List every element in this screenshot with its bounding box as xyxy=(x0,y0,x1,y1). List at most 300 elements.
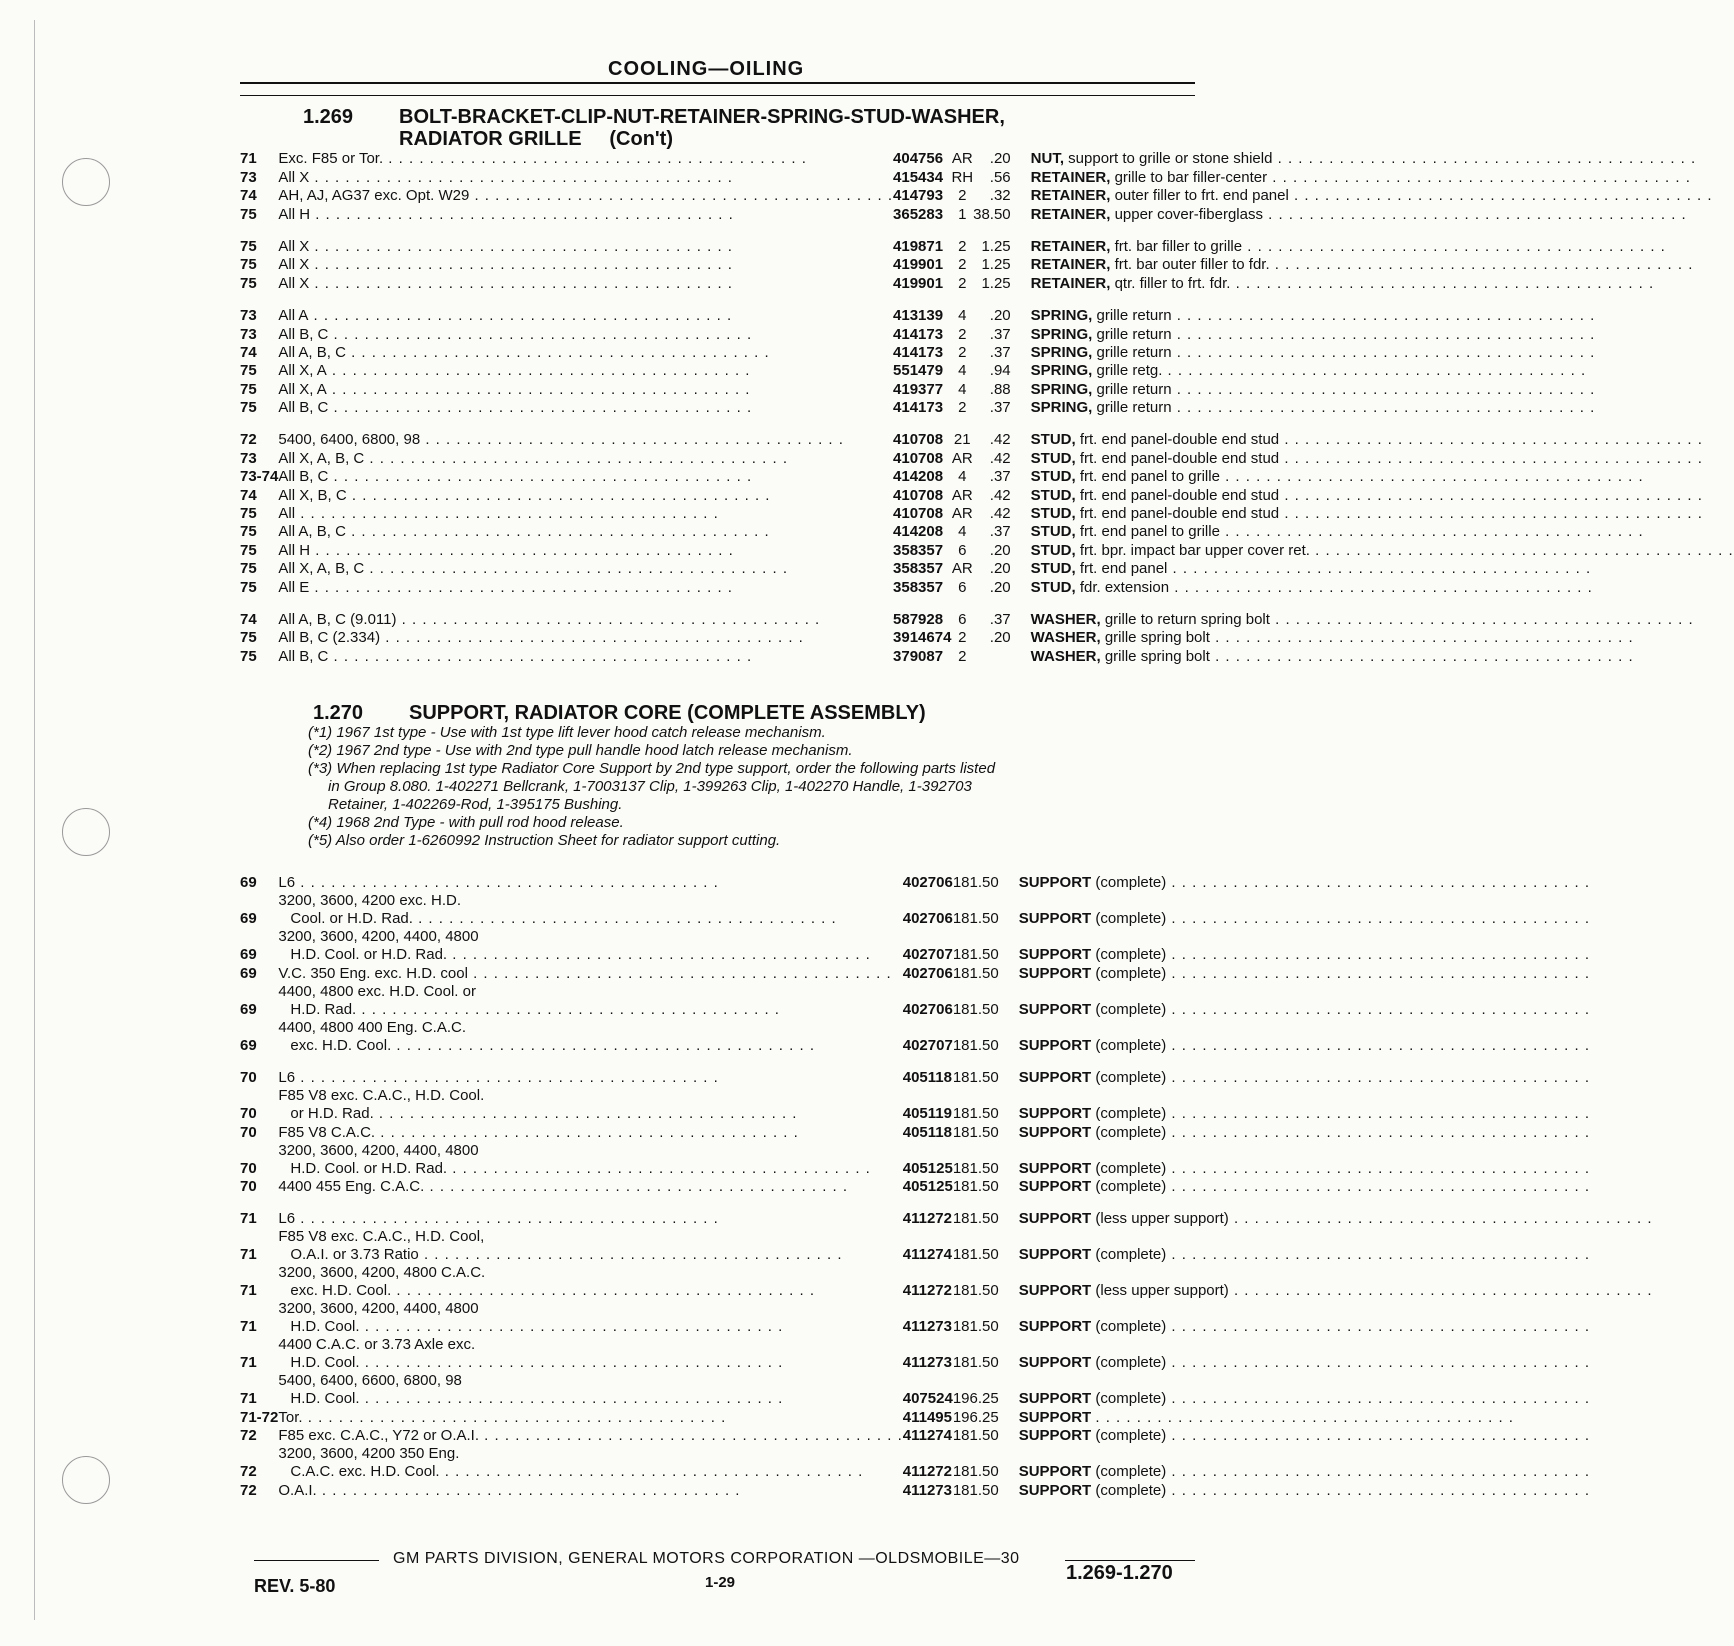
spacer-cell xyxy=(240,293,278,307)
year-cell: 71 xyxy=(240,1318,257,1336)
description-cell xyxy=(1031,523,1734,541)
model-cell xyxy=(278,468,893,486)
year-cell: 71-72 xyxy=(240,1408,279,1426)
group-number: 1.270 xyxy=(313,702,364,724)
part-name: SUPPORT xyxy=(1018,1408,1092,1426)
year-cell: 74 xyxy=(240,343,257,361)
price-cell: 81.50 xyxy=(961,874,999,892)
part-name: RETAINER, xyxy=(1030,274,1111,292)
model-cell xyxy=(278,928,902,964)
description-text xyxy=(1019,1001,1590,1018)
model-cell xyxy=(278,983,902,1019)
price-cell: .20 xyxy=(989,541,1011,559)
table-row xyxy=(240,256,1734,274)
part-name: SUPPORT xyxy=(1018,1481,1092,1499)
part-number-cell: 419901 xyxy=(893,256,944,274)
quantity-cell: 1 xyxy=(952,1123,962,1141)
note-line: Retainer, 1-402269-Rod, 1-395175 Bushing. xyxy=(328,796,623,813)
note-line: (*5) Also order 1-6260992 Instruction Sheet for radiator support cutting. xyxy=(308,832,781,849)
part-number-cell: 419377 xyxy=(893,380,944,398)
description-text xyxy=(1031,238,1666,255)
description-cell xyxy=(1031,468,1734,486)
part-desc: grille return xyxy=(1096,399,1172,417)
model-line: 4400, 4800 400 Eng. C.A.C. xyxy=(278,1018,467,1036)
spacer-cell xyxy=(240,417,278,431)
price-cell: 81.50 xyxy=(961,1036,999,1054)
row-spacer xyxy=(240,1196,1653,1210)
quantity-cell: 2 xyxy=(958,256,967,274)
quantity-cell: 1 xyxy=(952,874,962,892)
table-row xyxy=(240,325,1734,343)
description-cell xyxy=(1019,1123,1653,1141)
part-number-cell: 407524 xyxy=(902,1390,953,1408)
description-cell xyxy=(1031,578,1734,596)
table-row xyxy=(240,399,1734,417)
part-desc: (complete) xyxy=(1095,1318,1167,1336)
description-text xyxy=(1031,487,1703,504)
part-desc: grille return xyxy=(1096,307,1172,325)
table-row xyxy=(240,1210,1653,1228)
description-cell xyxy=(1031,150,1734,168)
price-cell: .20 xyxy=(989,578,1011,596)
model-line: 4400 C.A.C. or 3.73 Axle exc. xyxy=(278,1336,476,1354)
part-desc: (complete) xyxy=(1095,910,1167,928)
group-1269-title xyxy=(303,106,1005,150)
description-text xyxy=(1031,399,1596,416)
description-text xyxy=(1031,431,1703,448)
part-desc: outer filler to frt. end panel xyxy=(1114,187,1289,205)
part-number-cell: 414173 xyxy=(893,399,944,417)
description-text xyxy=(1019,1282,1653,1299)
model-cell xyxy=(278,1336,902,1372)
model-line: F85 V8 C.A.C. . . . xyxy=(278,1124,902,1142)
part-number-cell: 410708 xyxy=(893,505,944,523)
quantity-cell: 6 xyxy=(958,578,967,596)
description-text xyxy=(1019,1178,1590,1195)
table-row xyxy=(240,1264,1653,1300)
description-text xyxy=(1031,307,1596,324)
part-desc: (complete) xyxy=(1095,874,1167,892)
part-desc: grille to bar filler-center xyxy=(1114,168,1268,186)
model-line: All B, C . . . xyxy=(278,326,893,344)
price-cell: 81.50 xyxy=(961,1105,999,1123)
price-cell: 81.50 xyxy=(961,1354,999,1372)
description-cell xyxy=(1019,1336,1653,1372)
description-text xyxy=(1019,1318,1590,1335)
description-text xyxy=(1031,560,1591,577)
part-name: SPRING, xyxy=(1030,307,1093,325)
table-row xyxy=(240,150,1734,168)
quantity-cell: 6 xyxy=(958,610,967,628)
footer-division: GM PARTS DIVISION, GENERAL MOTORS CORPORATION —OLDSMOBILE—30 xyxy=(393,1550,1020,1567)
section-heading: COOLING—OILING xyxy=(608,58,805,80)
description-cell xyxy=(1019,1300,1653,1336)
quantity-cell: 6 xyxy=(958,541,967,559)
part-number-cell: 402706 xyxy=(902,874,953,892)
model-line: exc. H.D. Cool. . . . xyxy=(278,1037,902,1055)
model-line: All B, C . . . xyxy=(278,468,893,486)
model-line: Exc. F85 or Tor. . . . xyxy=(278,150,893,168)
model-cell xyxy=(278,449,893,467)
description-cell xyxy=(1019,964,1653,982)
model-line: 3200, 3600, 4200, 4400, 4800 xyxy=(278,1300,479,1318)
description-text xyxy=(1019,1210,1653,1227)
price-cell: .88 xyxy=(989,380,1011,398)
model-line: All X, B, C . . . xyxy=(278,487,893,505)
model-cell xyxy=(278,1228,902,1264)
quantity-cell: 1 xyxy=(952,1036,962,1054)
year-cell: 75 xyxy=(240,647,257,665)
quantity-cell: 4 xyxy=(958,362,967,380)
year-cell: 75 xyxy=(240,578,257,596)
table-row xyxy=(240,505,1734,523)
price-cell: 81.50 xyxy=(961,1246,999,1264)
description-text xyxy=(1031,579,1593,596)
description-text xyxy=(1031,629,1634,646)
part-number-cell: 414173 xyxy=(893,343,944,361)
model-cell xyxy=(278,187,893,205)
table-row xyxy=(240,892,1653,928)
price-cell: 81.50 xyxy=(961,1282,999,1300)
year-cell: 71 xyxy=(240,1246,257,1264)
part-name: RETAINER, xyxy=(1030,256,1111,274)
model-line: All X, A, B, C . . . xyxy=(278,560,893,578)
price-cell: .20 xyxy=(989,307,1011,325)
table-row xyxy=(240,1087,1653,1123)
year-cell: 70 xyxy=(240,1105,257,1123)
price-cell: .32 xyxy=(989,187,1011,205)
description-text xyxy=(1031,169,1691,186)
table-row xyxy=(240,1336,1653,1372)
part-name: SUPPORT xyxy=(1018,1354,1092,1372)
part-desc: frt. end panel to grille xyxy=(1079,468,1220,486)
part-name: SUPPORT xyxy=(1018,1159,1092,1177)
model-line: All A, B, C (9.011) . . . xyxy=(278,611,893,629)
description-text xyxy=(1019,1105,1590,1122)
model-line: 5400, 6400, 6600, 6800, 98 xyxy=(278,1372,462,1390)
description-text xyxy=(1019,1069,1590,1086)
part-desc: (complete) xyxy=(1095,1036,1167,1054)
description-text xyxy=(1031,150,1697,167)
model-line: C.A.C. exc. H.D. Cool. . . . xyxy=(278,1463,902,1481)
description-cell xyxy=(1031,187,1734,205)
model-line: Cool. or H.D. Rad. . . . xyxy=(278,910,902,928)
description-cell xyxy=(1019,1210,1653,1228)
description-cell xyxy=(1031,380,1734,398)
table-row xyxy=(240,1408,1653,1426)
part-name: STUD, xyxy=(1030,449,1076,467)
row-spacer xyxy=(240,293,1734,307)
part-number-cell: 411272 xyxy=(902,1463,952,1481)
year-cell: 75 xyxy=(240,541,257,559)
model-cell xyxy=(278,1408,902,1426)
part-number-cell: 410708 xyxy=(893,431,944,449)
description-text xyxy=(1019,1390,1590,1407)
part-desc: (complete) xyxy=(1095,1427,1167,1445)
year-cell: 70 xyxy=(240,1159,257,1177)
year-cell: 73-74 xyxy=(240,468,279,486)
description-cell xyxy=(1019,1069,1653,1087)
year-cell: 75 xyxy=(240,399,257,417)
part-number-cell: 405125 xyxy=(902,1159,953,1177)
model-line: All B, C (2.334) . . . xyxy=(278,629,893,647)
footer-group-ref: 1.269-1.270 xyxy=(1066,1562,1173,1584)
price-cell: .20 xyxy=(989,629,1011,647)
year-cell: 72 xyxy=(240,431,257,449)
part-desc: support to grille or stone shield xyxy=(1068,150,1273,168)
description-text xyxy=(1031,187,1713,204)
part-desc: fdr. extension xyxy=(1079,578,1170,596)
table-row xyxy=(240,541,1734,559)
part-name: SUPPORT xyxy=(1018,1210,1092,1228)
note-line: (*1) 1967 1st type - Use with 1st type lift lever hood catch release mechanism. xyxy=(308,724,826,741)
description-text xyxy=(1019,1427,1590,1444)
quantity-cell: 1 xyxy=(952,1000,962,1018)
part-number-cell: 414208 xyxy=(893,468,944,486)
part-desc: frt. bar outer filler to fdr. xyxy=(1114,256,1270,274)
quantity-cell: 1 xyxy=(952,1177,962,1195)
description-cell xyxy=(1031,647,1734,665)
price-cell: 81.50 xyxy=(961,1069,999,1087)
price-cell: 81.50 xyxy=(961,910,999,928)
model-cell xyxy=(278,205,893,223)
description-cell xyxy=(1031,205,1734,223)
year-cell: 70 xyxy=(240,1069,257,1087)
year-cell: 73 xyxy=(240,449,257,467)
part-desc: grille return xyxy=(1096,343,1172,361)
footer-rule-right xyxy=(1065,1560,1195,1561)
part-number-cell: 411272 xyxy=(902,1282,952,1300)
year-cell: 72 xyxy=(240,1481,257,1499)
year-cell: 69 xyxy=(240,1036,257,1054)
quantity-cell: 2 xyxy=(958,274,967,292)
part-number-cell: 419901 xyxy=(893,274,944,292)
price-cell: 81.50 xyxy=(961,1159,999,1177)
model-cell xyxy=(278,486,893,504)
model-cell xyxy=(278,629,893,647)
part-name: SUPPORT xyxy=(1018,1036,1092,1054)
part-desc: (complete) xyxy=(1095,1159,1167,1177)
spacer-cell xyxy=(240,597,278,611)
note-line: in Group 8.080. 1-402271 Bellcrank, 1-7003137 Clip, 1-399263 Clip, 1-402270 Handle, 1-392703 xyxy=(328,778,972,795)
price-cell: 81.50 xyxy=(961,1463,999,1481)
part-number-cell: 405125 xyxy=(902,1177,953,1195)
description-text xyxy=(1031,611,1694,628)
part-desc: grille to return spring bolt xyxy=(1104,610,1270,628)
note-line: (*3) When replacing 1st type Radiator Core Support by 2nd type support, order the following parts listed xyxy=(308,760,996,777)
year-cell: 69 xyxy=(240,946,257,964)
table-row xyxy=(240,344,1734,362)
part-name: SPRING, xyxy=(1030,325,1093,343)
part-desc: (complete) xyxy=(1095,1069,1167,1087)
part-name: STUD, xyxy=(1030,578,1076,596)
part-number-cell: 402707 xyxy=(902,1036,953,1054)
part-desc: frt. bpr. impact bar upper cover ret. xyxy=(1079,541,1310,559)
year-cell: 71 xyxy=(240,1390,257,1408)
description-cell xyxy=(1019,928,1653,964)
description-text xyxy=(1019,1037,1590,1054)
model-cell xyxy=(278,1210,902,1228)
description-cell xyxy=(1019,892,1653,928)
parts-table-1270 xyxy=(240,874,1653,1500)
quantity-cell: 2 xyxy=(958,343,967,361)
part-name: RETAINER, xyxy=(1030,205,1111,223)
price-cell: 1.25 xyxy=(981,274,1011,292)
description-cell xyxy=(1019,1019,1653,1055)
part-desc: grille spring bolt xyxy=(1104,629,1210,647)
part-desc: grille spring bolt xyxy=(1104,647,1210,665)
description-cell xyxy=(1019,1142,1653,1178)
model-cell xyxy=(278,1142,902,1178)
quantity-cell: 1 xyxy=(952,910,962,928)
model-line: O.A.I. . . . xyxy=(278,1482,902,1500)
description-cell xyxy=(1031,238,1734,256)
table-row xyxy=(240,274,1734,292)
year-cell: 75 xyxy=(240,505,257,523)
model-cell xyxy=(278,1427,902,1445)
part-name: STUD, xyxy=(1030,486,1076,504)
part-number-cell: 410708 xyxy=(893,449,944,467)
year-cell: 75 xyxy=(240,629,257,647)
model-cell xyxy=(278,1372,902,1408)
description-cell xyxy=(1031,344,1734,362)
part-name: SPRING, xyxy=(1030,362,1093,380)
description-text xyxy=(1031,542,1734,559)
description-cell xyxy=(1019,1445,1653,1481)
part-name: NUT, xyxy=(1030,150,1064,168)
parts-table-1269 xyxy=(240,150,1734,666)
description-cell xyxy=(1031,325,1734,343)
quantity-cell: 1 xyxy=(952,1427,962,1445)
description-cell xyxy=(1031,399,1734,417)
model-line: exc. H.D. Cool. . . . xyxy=(278,1282,902,1300)
table-row xyxy=(240,431,1734,449)
year-cell: 72 xyxy=(240,1463,257,1481)
part-desc: (less upper support) xyxy=(1095,1282,1229,1300)
table-row xyxy=(240,1178,1653,1196)
description-cell xyxy=(1031,256,1734,274)
model-cell xyxy=(278,874,902,892)
table-row xyxy=(240,1427,1653,1445)
year-cell: 75 xyxy=(240,256,257,274)
quantity-cell: 4 xyxy=(958,380,967,398)
punch-hole-top xyxy=(62,158,110,206)
part-number-cell: 405118 xyxy=(902,1123,952,1141)
part-number-cell: 411273 xyxy=(902,1354,952,1372)
part-name: SPRING, xyxy=(1030,399,1093,417)
price-cell: .37 xyxy=(989,610,1011,628)
punch-hole-bottom xyxy=(62,1456,110,1504)
model-line: All X . . . xyxy=(278,256,893,274)
price-cell: 38.50 xyxy=(973,205,1011,223)
model-cell xyxy=(278,1264,902,1300)
model-line: O.A.I. or 3.73 Ratio . . . xyxy=(278,1246,902,1264)
model-cell xyxy=(278,325,893,343)
model-line: L6 . . . xyxy=(278,874,902,892)
part-desc: (complete) xyxy=(1095,1463,1167,1481)
model-line: 3200, 3600, 4200, 4400, 4800 xyxy=(278,1141,479,1159)
quantity-cell: 1 xyxy=(952,1282,962,1300)
year-cell: 69 xyxy=(240,1000,257,1018)
model-line: 3200, 3600, 4200, 4800 C.A.C. xyxy=(278,1264,486,1282)
part-number-cell: 402706 xyxy=(902,964,953,982)
model-line: 4400 455 Eng. C.A.C. . . . xyxy=(278,1178,902,1196)
quantity-cell: 2 xyxy=(958,629,967,647)
year-cell: 75 xyxy=(240,205,257,223)
part-name: SUPPORT xyxy=(1018,1069,1092,1087)
year-cell: 71 xyxy=(240,150,257,168)
model-cell xyxy=(278,150,893,168)
group-title: SUPPORT, RADIATOR CORE (COMPLETE ASSEMBLY) xyxy=(409,702,926,724)
part-number-cell: 411272 xyxy=(902,1210,952,1228)
description-cell xyxy=(1019,1178,1653,1196)
model-line: All A . . . xyxy=(278,307,893,325)
part-desc: (complete) xyxy=(1095,1354,1167,1372)
part-number-cell: 551479 xyxy=(893,362,944,380)
footer-revision: REV. 5-80 xyxy=(254,1576,336,1596)
spacer-cell xyxy=(240,1055,278,1069)
description-text xyxy=(1019,1482,1590,1499)
part-desc: (complete) xyxy=(1095,1105,1167,1123)
model-line: All X, A . . . xyxy=(278,362,893,380)
description-cell xyxy=(1031,629,1734,647)
table-row xyxy=(240,629,1734,647)
quantity-cell: 1 xyxy=(958,205,967,223)
group-number: 1.269 xyxy=(303,106,354,128)
model-line: All A, B, C . . . xyxy=(278,344,893,362)
description-cell xyxy=(1019,1408,1653,1426)
description-text xyxy=(1031,256,1694,273)
price-cell: .37 xyxy=(989,468,1011,486)
model-line: F85 exc. C.A.C., Y72 or O.A.I. . . . xyxy=(278,1427,902,1445)
part-number-cell: 411495 xyxy=(902,1408,952,1426)
model-line: L6 . . . xyxy=(278,1069,902,1087)
quantity-cell: AR xyxy=(951,150,973,168)
note-line: (*4) 1968 2nd Type - with pull rod hood release. xyxy=(308,814,624,831)
group-title-line2: RADIATOR GRILLE xyxy=(399,128,582,150)
heading-rule xyxy=(240,82,1195,84)
part-name: SUPPORT xyxy=(1018,1282,1092,1300)
description-text xyxy=(1031,505,1703,522)
part-name: SUPPORT xyxy=(1018,1177,1092,1195)
part-desc: (complete) xyxy=(1095,1000,1167,1018)
group-title-line1: BOLT-BRACKET-CLIP-NUT-RETAINER-SPRING-STUD-WASHER, xyxy=(399,106,1005,128)
part-desc: (complete) xyxy=(1095,1481,1167,1499)
part-name: WASHER, xyxy=(1030,629,1101,647)
model-cell xyxy=(278,560,893,578)
part-name: SUPPORT xyxy=(1018,874,1092,892)
table-row xyxy=(240,964,1653,982)
part-number-cell: 410708 xyxy=(893,486,944,504)
table-row xyxy=(240,523,1734,541)
part-name: SUPPORT xyxy=(1018,1463,1092,1481)
table-row xyxy=(240,874,1653,892)
model-cell xyxy=(278,362,893,380)
model-line: 3200, 3600, 4200, 4400, 4800 xyxy=(278,928,479,946)
part-desc: frt. end panel-double end stud xyxy=(1079,449,1280,467)
model-cell xyxy=(278,274,893,292)
footer-page-number: 1-29 xyxy=(705,1574,736,1591)
price-cell: 81.50 xyxy=(961,946,999,964)
quantity-cell: 4 xyxy=(958,468,967,486)
table-row xyxy=(240,928,1653,964)
table-row xyxy=(240,1142,1653,1178)
quantity-cell: AR xyxy=(951,449,973,467)
row-spacer xyxy=(240,224,1734,238)
model-cell xyxy=(278,1069,902,1087)
price-cell: 1.25 xyxy=(981,256,1011,274)
model-cell xyxy=(278,1300,902,1336)
